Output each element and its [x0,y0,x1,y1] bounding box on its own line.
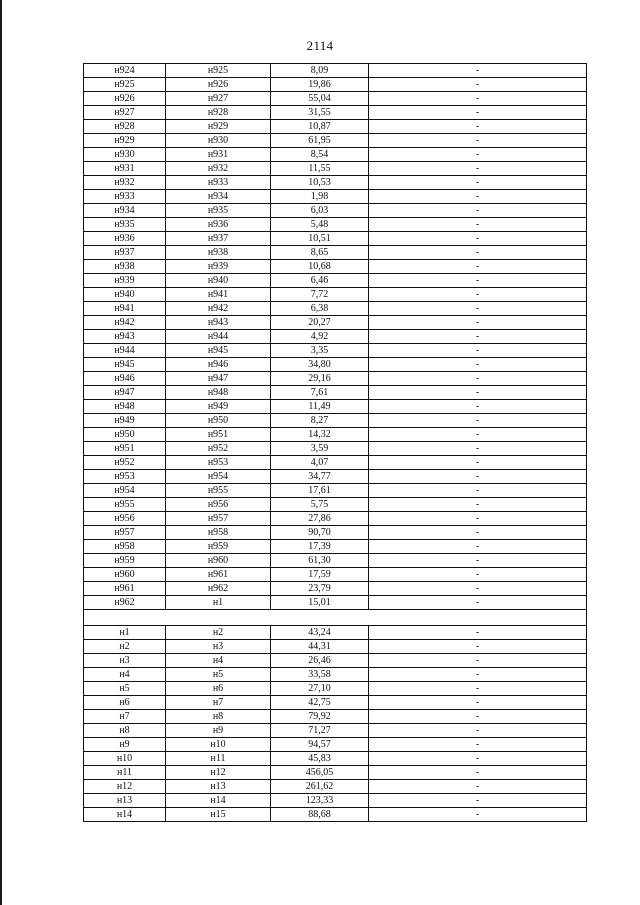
to-point-cell: н6 [166,682,271,696]
length-cell: 6,38 [271,302,369,316]
note-cell: - [369,596,587,610]
to-point-cell: н944 [166,330,271,344]
to-point-cell: н956 [166,498,271,512]
to-point-cell: н930 [166,134,271,148]
to-point-cell: н11 [166,752,271,766]
to-point-cell: н940 [166,274,271,288]
from-point-cell: н960 [84,568,166,582]
note-cell: - [369,808,587,822]
from-point-cell: н10 [84,752,166,766]
table-row [84,428,587,442]
from-point-cell: н937 [84,246,166,260]
length-cell: 8,65 [271,246,369,260]
table-row [84,372,587,386]
to-point-cell: н5 [166,668,271,682]
from-point-cell: н934 [84,204,166,218]
length-cell: 55,04 [271,92,369,106]
table-body [84,64,587,822]
note-cell: - [369,218,587,232]
from-point-cell: н953 [84,470,166,484]
to-point-cell: н952 [166,442,271,456]
to-point-cell: н945 [166,344,271,358]
note-cell: - [369,134,587,148]
note-cell: - [369,752,587,766]
from-point-cell: н932 [84,176,166,190]
to-point-cell: н9 [166,724,271,738]
note-cell: - [369,372,587,386]
note-cell: - [369,288,587,302]
table-row [84,400,587,414]
length-cell: 4,92 [271,330,369,344]
table-row [84,526,587,540]
from-point-cell: н941 [84,302,166,316]
length-cell: 5,48 [271,218,369,232]
to-point-cell: н12 [166,766,271,780]
table-row [84,568,587,582]
note-cell: - [369,64,587,78]
length-cell: 88,68 [271,808,369,822]
note-cell: - [369,456,587,470]
to-point-cell: н939 [166,260,271,274]
from-point-cell: н3 [84,654,166,668]
length-cell: 14,32 [271,428,369,442]
length-cell: 7,61 [271,386,369,400]
length-cell: 6,46 [271,274,369,288]
length-cell: 44,31 [271,640,369,654]
table-row [84,232,587,246]
from-point-cell: н946 [84,372,166,386]
note-cell: - [369,92,587,106]
table-row [84,456,587,470]
table-row [84,218,587,232]
from-point-cell: н9 [84,738,166,752]
note-cell: - [369,176,587,190]
length-cell: 42,75 [271,696,369,710]
to-point-cell: н925 [166,64,271,78]
from-point-cell: н1 [84,626,166,640]
from-point-cell: н962 [84,596,166,610]
note-cell: - [369,484,587,498]
separator-cell [84,610,587,626]
to-point-cell: н941 [166,288,271,302]
length-cell: 26,46 [271,654,369,668]
to-point-cell: н950 [166,414,271,428]
from-point-cell: н13 [84,794,166,808]
from-point-cell: н926 [84,92,166,106]
note-cell: - [369,302,587,316]
to-point-cell: н927 [166,92,271,106]
page-number: 2114 [306,38,334,53]
table-row [84,766,587,780]
from-point-cell: н943 [84,330,166,344]
length-cell: 8,54 [271,148,369,162]
table-row [84,582,587,596]
table-row [84,176,587,190]
length-cell: 19,86 [271,78,369,92]
length-cell: 3,35 [271,344,369,358]
note-cell: - [369,554,587,568]
from-point-cell: н952 [84,456,166,470]
length-cell: 31,55 [271,106,369,120]
length-cell: 29,16 [271,372,369,386]
to-point-cell: н957 [166,512,271,526]
to-point-cell: н3 [166,640,271,654]
length-cell: 1,98 [271,190,369,204]
note-cell: - [369,400,587,414]
length-cell: 27,10 [271,682,369,696]
table-row [84,288,587,302]
note-cell: - [369,358,587,372]
note-cell: - [369,738,587,752]
length-cell: 5,75 [271,498,369,512]
note-cell: - [369,330,587,344]
to-point-cell: н934 [166,190,271,204]
from-point-cell: н4 [84,668,166,682]
table-row [84,302,587,316]
note-cell: - [369,414,587,428]
from-point-cell: н936 [84,232,166,246]
length-cell: 3,59 [271,442,369,456]
table-row [84,512,587,526]
note-cell: - [369,582,587,596]
table-row [84,204,587,218]
table-row [84,626,587,640]
note-cell: - [369,512,587,526]
length-cell: 123,33 [271,794,369,808]
to-point-cell: н947 [166,372,271,386]
note-cell: - [369,696,587,710]
table-row [84,668,587,682]
note-cell: - [369,386,587,400]
from-point-cell: н5 [84,682,166,696]
note-cell: - [369,668,587,682]
from-point-cell: н951 [84,442,166,456]
note-cell: - [369,260,587,274]
length-cell: 6,03 [271,204,369,218]
to-point-cell: н935 [166,204,271,218]
note-cell: - [369,470,587,484]
note-cell: - [369,148,587,162]
table-row [84,78,587,92]
length-cell: 23,79 [271,582,369,596]
table-row [84,316,587,330]
to-point-cell: н948 [166,386,271,400]
from-point-cell: н961 [84,582,166,596]
table-row [84,596,587,610]
table-row [84,260,587,274]
table-row [84,738,587,752]
note-cell: - [369,626,587,640]
to-point-cell: н951 [166,428,271,442]
table-row [84,470,587,484]
table-row [84,134,587,148]
length-cell: 61,30 [271,554,369,568]
table-row [84,64,587,78]
to-point-cell: н932 [166,162,271,176]
from-point-cell: н7 [84,710,166,724]
note-cell: - [369,344,587,358]
from-point-cell: н12 [84,780,166,794]
length-cell: 71,27 [271,724,369,738]
to-point-cell: н958 [166,526,271,540]
table-row [84,120,587,134]
from-point-cell: н945 [84,358,166,372]
note-cell: - [369,794,587,808]
note-cell: - [369,106,587,120]
table-row [84,442,587,456]
length-cell: 261,62 [271,780,369,794]
length-cell: 17,61 [271,484,369,498]
note-cell: - [369,780,587,794]
from-point-cell: н929 [84,134,166,148]
length-cell: 7,72 [271,288,369,302]
to-point-cell: н8 [166,710,271,724]
table-row [84,682,587,696]
page-left-edge [0,0,2,905]
from-point-cell: н949 [84,414,166,428]
table-row [84,414,587,428]
length-cell: 79,92 [271,710,369,724]
table-row [84,92,587,106]
from-point-cell: н930 [84,148,166,162]
note-cell: - [369,120,587,134]
table-row [84,710,587,724]
from-point-cell: н944 [84,344,166,358]
from-point-cell: н935 [84,218,166,232]
to-point-cell: н929 [166,120,271,134]
table-row [84,794,587,808]
to-point-cell: н953 [166,456,271,470]
length-cell: 8,09 [271,64,369,78]
length-cell: 11,49 [271,400,369,414]
table-row [84,724,587,738]
note-cell: - [369,162,587,176]
note-cell: - [369,568,587,582]
note-cell: - [369,682,587,696]
to-point-cell: н13 [166,780,271,794]
length-cell: 34,80 [271,358,369,372]
to-point-cell: н959 [166,540,271,554]
length-cell: 34,77 [271,470,369,484]
to-point-cell: н949 [166,400,271,414]
to-point-cell: н962 [166,582,271,596]
length-cell: 11,55 [271,162,369,176]
from-point-cell: н938 [84,260,166,274]
to-point-cell: н954 [166,470,271,484]
from-point-cell: н942 [84,316,166,330]
table-row [84,654,587,668]
from-point-cell: н933 [84,190,166,204]
note-cell: - [369,654,587,668]
table-row [84,640,587,654]
length-cell: 43,24 [271,626,369,640]
from-point-cell: н6 [84,696,166,710]
to-point-cell: н955 [166,484,271,498]
to-point-cell: н928 [166,106,271,120]
length-cell: 27,86 [271,512,369,526]
from-point-cell: н957 [84,526,166,540]
table-row [84,106,587,120]
length-cell: 15,01 [271,596,369,610]
table-row [84,162,587,176]
from-point-cell: н955 [84,498,166,512]
from-point-cell: н8 [84,724,166,738]
note-cell: - [369,498,587,512]
from-point-cell: н931 [84,162,166,176]
note-cell: - [369,246,587,260]
to-point-cell: н10 [166,738,271,752]
boundary-points-table [83,63,587,822]
table-row [84,498,587,512]
table-row [84,330,587,344]
table-row [84,696,587,710]
length-cell: 10,68 [271,260,369,274]
to-point-cell: н933 [166,176,271,190]
table-row [84,274,587,288]
table-row [84,752,587,766]
note-cell: - [369,710,587,724]
note-cell: - [369,428,587,442]
from-point-cell: н11 [84,766,166,780]
length-cell: 94,57 [271,738,369,752]
to-point-cell: н961 [166,568,271,582]
from-point-cell: н956 [84,512,166,526]
to-point-cell: н937 [166,232,271,246]
from-point-cell: н947 [84,386,166,400]
from-point-cell: н939 [84,274,166,288]
length-cell: 33,58 [271,668,369,682]
from-point-cell: н924 [84,64,166,78]
to-point-cell: н936 [166,218,271,232]
note-cell: - [369,316,587,330]
length-cell: 17,39 [271,540,369,554]
to-point-cell: н2 [166,626,271,640]
to-point-cell: н15 [166,808,271,822]
to-point-cell: н926 [166,78,271,92]
from-point-cell: н925 [84,78,166,92]
from-point-cell: н927 [84,106,166,120]
from-point-cell: н948 [84,400,166,414]
note-cell: - [369,78,587,92]
note-cell: - [369,724,587,738]
to-point-cell: н931 [166,148,271,162]
note-cell: - [369,274,587,288]
table-row [84,358,587,372]
length-cell: 17,59 [271,568,369,582]
from-point-cell: н950 [84,428,166,442]
table-row [84,808,587,822]
table-row [84,190,587,204]
note-cell: - [369,442,587,456]
to-point-cell: н14 [166,794,271,808]
to-point-cell: н946 [166,358,271,372]
length-cell: 4,07 [271,456,369,470]
from-point-cell: н2 [84,640,166,654]
from-point-cell: н940 [84,288,166,302]
table-row [84,554,587,568]
from-point-cell: н954 [84,484,166,498]
from-point-cell: н959 [84,554,166,568]
to-point-cell: н1 [166,596,271,610]
to-point-cell: н943 [166,316,271,330]
to-point-cell: н7 [166,696,271,710]
note-cell: - [369,640,587,654]
table-row [84,386,587,400]
from-point-cell: н928 [84,120,166,134]
table-row [84,780,587,794]
table-row [84,540,587,554]
table-row [84,344,587,358]
note-cell: - [369,204,587,218]
length-cell: 10,87 [271,120,369,134]
from-point-cell: н958 [84,540,166,554]
to-point-cell: н960 [166,554,271,568]
length-cell: 45,83 [271,752,369,766]
note-cell: - [369,526,587,540]
length-cell: 456,05 [271,766,369,780]
note-cell: - [369,540,587,554]
length-cell: 61,95 [271,134,369,148]
from-point-cell: н14 [84,808,166,822]
separator-row [84,610,587,626]
to-point-cell: н4 [166,654,271,668]
table-row [84,484,587,498]
length-cell: 8,27 [271,414,369,428]
table-row [84,148,587,162]
length-cell: 20,27 [271,316,369,330]
note-cell: - [369,190,587,204]
length-cell: 90,70 [271,526,369,540]
table-row [84,246,587,260]
note-cell: - [369,232,587,246]
to-point-cell: н938 [166,246,271,260]
length-cell: 10,53 [271,176,369,190]
to-point-cell: н942 [166,302,271,316]
note-cell: - [369,766,587,780]
length-cell: 10,51 [271,232,369,246]
